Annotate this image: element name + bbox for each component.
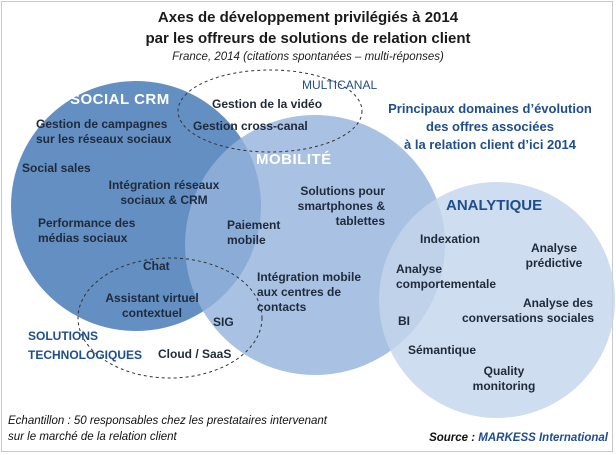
solutions-technologiques-label — [28, 327, 142, 365]
item-integration-reseaux — [100, 178, 228, 208]
item-integration-reseaux-line-2: sociaux & CRM — [120, 193, 208, 207]
solutions-technologiques-label-line-1: SOLUTIONS — [28, 329, 99, 343]
item-solutions-smartphones — [290, 184, 385, 229]
item-integration-mobile — [257, 270, 361, 315]
item-paiement-mobile — [227, 218, 280, 248]
subtitle: France, 2014 (citations spontanées – multi-réponses) — [172, 51, 444, 63]
item-integration-mobile-line-1: Intégration mobile — [257, 270, 362, 284]
item-analyse-comportementale-line-2: comportementale — [396, 277, 497, 291]
item-assistant-virtuel-line-1: Assistant virtuel — [105, 291, 199, 305]
sample-note-line-2: sur le marché de la relation client — [8, 431, 177, 443]
item-semantique: Sémantique — [408, 343, 477, 357]
item-analyse-conversations-line-1: Analyse des — [522, 296, 593, 310]
item-paiement-mobile-line-1: Paiement — [227, 218, 281, 232]
item-integration-mobile-line-3: contacts — [257, 300, 307, 314]
item-performance-medias-line-1: Performance des — [38, 216, 136, 230]
source-label: Source : — [429, 432, 479, 444]
item-analyse-conversations-line-2: conversations sociales — [462, 311, 595, 325]
item-analyse-predictive — [512, 241, 596, 271]
side-title-line-2: des offres associées — [426, 119, 554, 134]
item-gestion-cross-canal: Gestion cross-canal — [193, 119, 308, 133]
item-analyse-predictive-line-1: Analyse — [530, 241, 578, 255]
analytique-label: ANALYTIQUE — [446, 197, 543, 214]
side-title-line-3: à la relation client d’ici 2014 — [404, 137, 576, 152]
title-line-2: par les offreurs de solutions de relation client — [145, 30, 471, 47]
item-analyse-comportementale-line-1: Analyse — [396, 262, 443, 276]
item-analyse-predictive-line-2: prédictive — [525, 256, 583, 270]
item-solutions-smartphones-line-2: smartphones & — [297, 199, 385, 213]
item-analyse-conversations — [462, 296, 593, 326]
item-gestion-campagnes-line-2: sur les réseaux sociaux — [36, 132, 172, 146]
solutions-technologiques-label-line-2: TECHNOLOGIQUES — [28, 348, 143, 362]
item-gestion-video: Gestion de la vidéo — [212, 97, 323, 111]
item-assistant-virtuel-line-2: contextuel — [121, 306, 182, 320]
side-title — [360, 100, 616, 154]
social-crm-label: SOCIAL CRM — [70, 91, 170, 108]
item-gestion-campagnes-line-1: Gestion de campagnes — [36, 117, 168, 131]
item-performance-medias-line-2: médias sociaux — [38, 231, 128, 245]
item-quality-monitoring — [464, 364, 544, 394]
item-indexation: Indexation — [420, 232, 481, 246]
item-integration-reseaux-line-1: Intégration réseaux — [108, 178, 220, 192]
mobilite-label: MOBILITÉ — [256, 151, 332, 168]
item-quality-monitoring-line-2: monitoring — [472, 379, 536, 393]
item-solutions-smartphones-line-1: Solutions pour — [300, 184, 385, 198]
item-performance-medias — [38, 216, 135, 246]
title-line-1: Axes de développement privilégiés à 2014 — [157, 9, 459, 26]
source-name: MARKESS International — [478, 432, 608, 444]
side-title-line-1: Principaux domaines d’évolution — [388, 101, 592, 116]
item-paiement-mobile-line-2: mobile — [227, 233, 266, 247]
source-credit — [429, 432, 608, 444]
item-assistant-virtuel — [98, 291, 206, 321]
item-gestion-campagnes — [36, 117, 171, 147]
sample-note — [8, 413, 327, 445]
item-chat: Chat — [143, 259, 170, 273]
item-solutions-smartphones-line-3: tablettes — [335, 214, 385, 228]
item-quality-monitoring-line-1: Quality — [483, 364, 525, 378]
item-sig: SIG — [213, 315, 234, 329]
item-integration-mobile-line-2: aux centres de — [257, 285, 342, 299]
item-analyse-comportementale — [396, 262, 496, 292]
multicanal-label: MULTICANAL — [302, 78, 378, 92]
item-cloud-saas: Cloud / SaaS — [158, 347, 232, 361]
sample-note-line-1: Echantillon : 50 responsables chez les prestataires intervenant — [8, 415, 327, 427]
item-social-sales: Social sales — [22, 161, 91, 175]
item-bi: BI — [398, 314, 410, 328]
